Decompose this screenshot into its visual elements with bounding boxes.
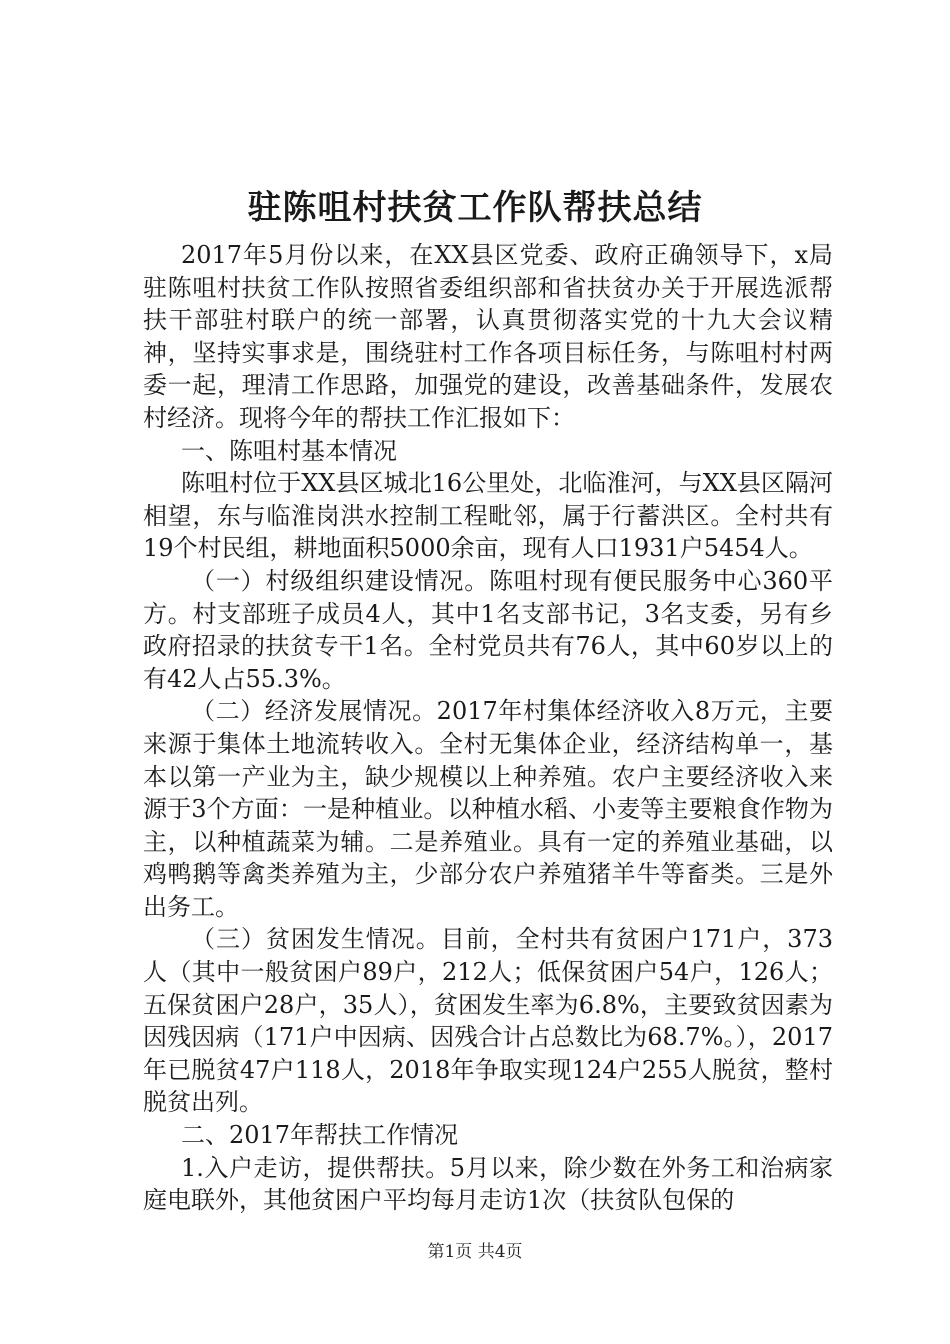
page-number-footer: 第1页 共4页: [427, 1242, 523, 1262]
section-heading-1: 一、陈咀村基本情况: [181, 436, 397, 465]
paragraph-organization: （一）村级组织建设情况。陈咀村现有便民服务中心360平方。村支部班子成员4人，其中1名支部书记，3名支委，另有乡政府招录的扶贫专干1名。全村党员共有76人，其中60岁以上的有42人占55.3%。: [143, 566, 833, 693]
section-heading-2: 二、2017年帮扶工作情况: [181, 1121, 459, 1150]
document-body: [143, 239, 833, 1217]
paragraph-poverty: （三）贫困发生情况。目前，全村共有贫困户171户，373人（其中一般贫困户89户，212人；低保贫困户54户，126人；五保贫困户28户，35人），贫困发生率为6.8%，主要致贫因素为因残因病（171户中因病、因残合计占总数比为68.7%。），2017年已脱贫47户118人，2018年争取实现124户255人脱贫，整村脱贫出列。: [143, 925, 833, 1117]
document-title: 驻陈咀村扶贫工作队帮扶总结: [247, 188, 703, 228]
paragraph-intro: 2017年5月份以来，在XX县区党委、政府正确领导下，x局驻陈咀村扶贫工作队按照省委组织部和省扶贫办关于开展选派帮扶干部驻村联户的统一部署，认真贯彻落实党的十九大会议精神，坚持实事求是，围绕驻村工作各项目标任务，与陈咀村村两委一起，理清工作思路，加强党的建设，改善基础条件，发展农村经济。现将今年的帮扶工作汇报如下：: [143, 241, 833, 432]
paragraph-visits: 1.入户走访，提供帮扶。5月以来，除少数在外务工和治病家庭电联外，其他贫困户平均每月走访1次（扶贫队包保的: [143, 1153, 833, 1215]
paragraph-basic-info: 陈咀村位于XX县区城北16公里处，北临淮河，与XX县区隔河相望，东与临淮岗洪水控制工程毗邻，属于行蓄洪区。全村共有19个村民组，耕地面积5000余亩，现有人口1931户5454人。: [143, 469, 833, 563]
paragraph-economy: （二）经济发展情况。2017年村集体经济收入8万元，主要来源于集体土地流转收入。全村无集体企业，经济结构单一，基本以第一产业为主，缺少规模以上种养殖。农户主要经济收入来源于3个方面：一是种植业。以种植水稻、小麦等主要粮食作物为主，以种植蔬菜为辅。二是养殖业。具有一定的养殖业基础，以鸡鸭鹅等禽类养殖为主，少部分农户养殖猪羊牛等畜类。三是外出务工。: [143, 697, 833, 921]
